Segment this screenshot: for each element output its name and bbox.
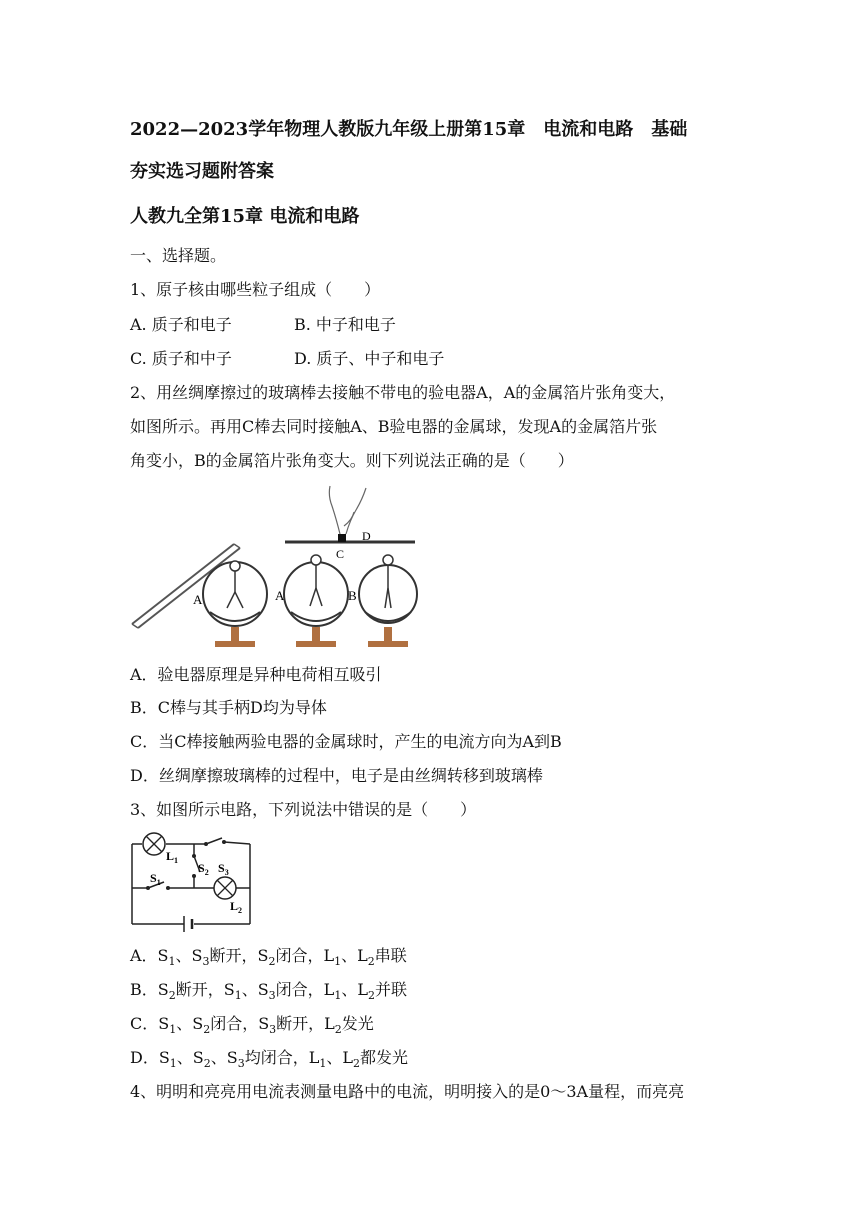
q2-stem-line3: 角变小，B的金属箔片张角变大。则下列说法正确的是（ ） xyxy=(130,451,574,470)
doc-title-line2: 夯实选习题附答案 xyxy=(130,161,274,182)
svg-text:L2 xyxy=(230,899,242,915)
svg-text:S1 xyxy=(150,871,161,887)
label-l2-sub: 2 xyxy=(238,906,243,915)
q2-option-b: B．C棒与其手柄D均为导体 xyxy=(130,698,327,717)
chapter-heading: 人教九全第15章 电流和电路 xyxy=(130,206,360,227)
q1-option-d: D. 质子、中子和电子 xyxy=(294,349,445,368)
fig-label-c: C xyxy=(336,547,345,561)
q2-option-c: C．当C棒接触两验电器的金属球时，产生的电流方向为A到B xyxy=(130,732,562,751)
q1-option-a: A. 质子和电子 xyxy=(130,315,232,334)
circuit-figure xyxy=(128,832,254,932)
q1-option-b: B. 中子和电子 xyxy=(294,315,396,334)
fig-label-a-middle: A xyxy=(275,588,285,603)
svg-text:L1 xyxy=(166,849,178,865)
lamp-l1 xyxy=(143,833,165,855)
label-s2: S xyxy=(198,861,205,875)
label-s1-sub: 1 xyxy=(156,878,161,887)
electroscope-a-middle xyxy=(284,555,348,647)
q2-stem-line2: 如图所示。再用C棒去同时接触A、B验电器的金属球，发现A的金属箔片张 xyxy=(130,417,658,436)
q3-option-d: D．$S_1$、$S_2$、$S_3$均闭合，$L_1$、$L_2$都发光 xyxy=(130,1048,409,1071)
q2-stem-line1: 2、用丝绸摩擦过的玻璃棒去接触不带电的验电器A，A的金属箔片张角变大， xyxy=(130,383,676,402)
q2-option-a: A．验电器原理是异种电荷相互吸引 xyxy=(130,665,382,684)
label-s3: S xyxy=(218,861,225,875)
q3-option-a: A．$S_1$、$S_3$断开，$S_2$闭合，$L_1$、$L_2$串联 xyxy=(130,946,407,969)
fig-label-b: B xyxy=(348,588,357,603)
section-heading: 一、选择题。 xyxy=(130,246,227,265)
fig-label-a-left: A xyxy=(193,592,203,607)
q2-option-d: D．丝绸摩擦玻璃棒的过程中，电子是由丝绸转移到玻璃棒 xyxy=(130,766,543,785)
glass-rod xyxy=(132,544,240,628)
q1-stem: 1、原子核由哪些粒子组成（ ） xyxy=(130,280,381,299)
q3-option-c: C．$S_1$、$S_2$闭合，$S_3$断开，$L_2$发光 xyxy=(130,1014,374,1037)
q1-option-c: C. 质子和中子 xyxy=(130,349,232,368)
label-s2-sub: 2 xyxy=(204,868,209,877)
label-s3-sub: 3 xyxy=(224,868,229,877)
electroscope-a-charged xyxy=(203,561,267,647)
label-l2: L xyxy=(230,899,239,913)
label-l1-sub: 1 xyxy=(174,856,179,865)
fig-label-d: D xyxy=(362,529,371,543)
electroscope-b xyxy=(359,555,417,647)
q4-stem: 4、明明和亮亮用电流表测量电路中的电流，明明接入的是0～3A量程，而亮亮 xyxy=(130,1082,685,1101)
electroscope-figure xyxy=(130,484,420,652)
c-rod-with-handle xyxy=(285,486,415,542)
svg-text:S2 xyxy=(198,861,209,877)
label-l1: L xyxy=(166,849,175,863)
q3-option-b: B．$S_2$断开，$S_1$、$S_3$闭合，$L_1$、$L_2$并联 xyxy=(130,980,407,1003)
label-s1: S xyxy=(150,871,157,885)
q3-stem: 3、如图所示电路，下列说法中错误的是（ ） xyxy=(130,800,477,819)
doc-title-line1: 2022—2023学年物理人教版九年级上册第15章 电流和电路 基础 xyxy=(130,119,688,140)
svg-text:S3 xyxy=(218,861,229,877)
lamp-l2 xyxy=(214,877,236,899)
